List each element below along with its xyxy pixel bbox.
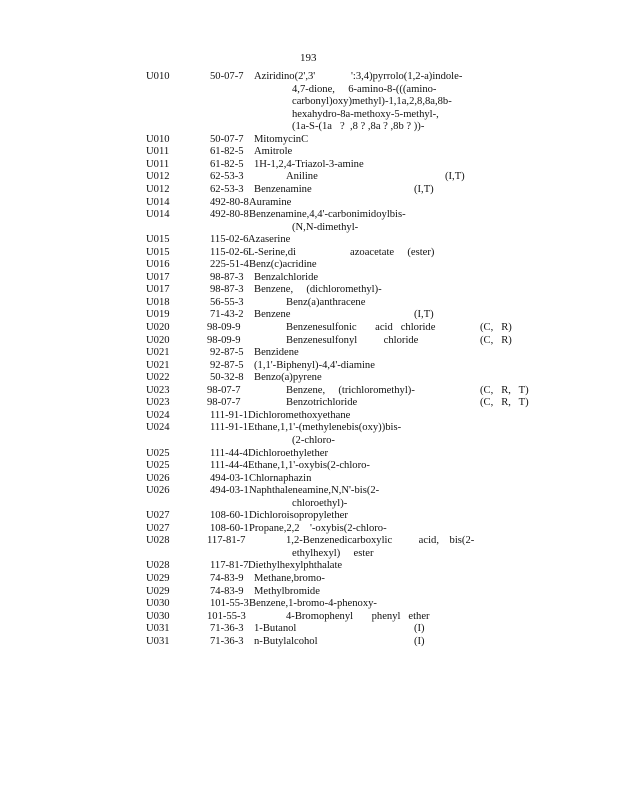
substance-name: 4,7-dione, 6-amino-8-(((amino-: [292, 84, 437, 95]
cas-number: 50-32-8: [210, 372, 244, 383]
hazard-code: (I): [414, 623, 425, 634]
waste-code: U031: [146, 636, 170, 647]
substance-name: Benzotrichloride: [286, 397, 358, 408]
cas-number: 101-55-3: [210, 598, 249, 609]
waste-code: U025: [146, 448, 170, 459]
cas-number: 74-83-9: [210, 573, 244, 584]
cas-number: 61-82-5: [210, 146, 244, 157]
substance-name: Aziridino(2',3': [254, 71, 316, 82]
cas-number: 494-03-1: [210, 473, 249, 484]
substance-name: Dichloroethylether: [248, 448, 329, 459]
waste-code: U030: [146, 598, 170, 609]
hazard-code: (I,T): [445, 171, 465, 182]
substance-name: 1H-1,2,4-Triazol-3-amine: [254, 159, 364, 170]
waste-code: U024: [146, 410, 170, 421]
waste-code: U012: [146, 171, 170, 182]
waste-code: U010: [146, 71, 170, 82]
hazard-code: (I,T): [414, 184, 434, 195]
cas-number: 101-55-3: [207, 611, 246, 622]
waste-code: U017: [146, 284, 170, 295]
cas-number: 492-80-8: [210, 197, 249, 208]
substance-name: Azaserine: [248, 234, 291, 245]
cas-number: 111-44-4: [210, 448, 249, 459]
waste-code: U023: [146, 385, 170, 396]
cas-number: 71-36-3: [210, 623, 244, 634]
waste-code: U029: [146, 586, 170, 597]
substance-name: Methylbromide: [254, 586, 320, 597]
substance-name: ethylhexyl) ester: [292, 548, 374, 559]
substance-name: Benzene, (trichloromethyl)-: [286, 385, 415, 396]
waste-code: U016: [146, 259, 170, 270]
cas-number: 98-87-3: [210, 272, 244, 283]
waste-code: U017: [146, 272, 170, 283]
substance-name: carbonyl)oxy)methyl)-1,1a,2,8,8a,8b-: [292, 96, 452, 107]
substance-name: 1,2-Benzenedicarboxylic acid, bis(2-: [286, 535, 475, 546]
hazard-code: (C, R): [480, 335, 512, 346]
cas-number: 108-60-1: [210, 510, 249, 521]
waste-code: U010: [146, 134, 170, 145]
cas-number: 108-60-1: [210, 523, 249, 534]
substance-name: Benzenamine,4,4'-carbonimidoylbis-: [249, 209, 406, 220]
waste-code: U021: [146, 360, 170, 371]
waste-code: U015: [146, 234, 170, 245]
substance-name: (1a-S-(1a ? ,8 ? ,8a ? ,8b ? ))-: [292, 121, 425, 132]
hazard-code: (C, R): [480, 322, 512, 333]
waste-code: U014: [146, 197, 170, 208]
cas-number: 98-09-9: [207, 322, 241, 333]
substance-name: hexahydro-8a-methoxy-5-methyl-,: [292, 109, 439, 120]
cas-number: 225-51-4: [210, 259, 249, 270]
substance-name: Benzalchloride: [254, 272, 319, 283]
substance-name: Amitrole: [254, 146, 293, 157]
substance-name: Benz(c)acridine: [249, 259, 317, 270]
substance-name: n-Butylalcohol: [254, 636, 318, 647]
cas-number: 92-87-5: [210, 347, 244, 358]
hazard-code: (I,T): [414, 309, 434, 320]
substance-name: Chlornaphazin: [249, 473, 312, 484]
substance-name: chloroethyl)-: [292, 498, 348, 509]
substance-name-cont: azoacetate (ester): [350, 247, 435, 258]
cas-number: 74-83-9: [210, 586, 244, 597]
substance-name: Benzidene: [254, 347, 299, 358]
substance-name: 4-Bromophenyl phenyl ether: [286, 611, 430, 622]
substance-name: Benzene: [254, 309, 291, 320]
waste-code: U020: [146, 335, 170, 346]
cas-number: 494-03-1: [210, 485, 249, 496]
substance-name: Dichloroisopropylether: [249, 510, 348, 521]
waste-code: U026: [146, 485, 170, 496]
substance-name: Diethylhexylphthalate: [248, 560, 343, 571]
cas-number: 50-07-7: [210, 134, 244, 145]
cas-number: 111-91-1: [210, 410, 249, 421]
cas-number: 56-55-3: [210, 297, 244, 308]
cas-number: 492-80-8: [210, 209, 249, 220]
cas-number: 111-91-1: [210, 422, 249, 433]
waste-code: U028: [146, 535, 170, 546]
waste-code: U019: [146, 309, 170, 320]
cas-number: 111-44-4: [210, 460, 249, 471]
hazard-code: (I): [414, 636, 425, 647]
substance-name: Auramine: [249, 197, 292, 208]
waste-code: U020: [146, 322, 170, 333]
substance-name: Methane,bromo-: [254, 573, 325, 584]
hazard-code: (C, R, T): [480, 385, 529, 396]
waste-code: U011: [146, 146, 170, 157]
substance-name: (1,1'-Biphenyl)-4,4'-diamine: [254, 360, 375, 371]
substance-name: Benzene,1-bromo-4-phenoxy-: [249, 598, 377, 609]
substance-name: Propane,2,2: [249, 523, 300, 534]
substance-name: Benzene, (dichloromethyl)-: [254, 284, 382, 295]
cas-number: 62-53-3: [210, 171, 244, 182]
cas-number: 50-07-7: [210, 71, 244, 82]
substance-name-cont: ':3,4)pyrrolo(1,2-a)indole-: [351, 71, 463, 82]
cas-number: 115-02-6: [210, 247, 249, 258]
substance-name: (N,N-dimethyl-: [292, 222, 359, 233]
substance-name: Benzenesulfonic acid chloride: [286, 322, 436, 333]
cas-number: 117-81-7: [210, 560, 249, 571]
waste-code: U012: [146, 184, 170, 195]
waste-code: U014: [146, 209, 170, 220]
waste-code: U018: [146, 297, 170, 308]
waste-code: U027: [146, 510, 170, 521]
cas-number: 115-02-6: [210, 234, 249, 245]
waste-code: U024: [146, 422, 170, 433]
substance-name: Benzenesulfonyl chloride: [286, 335, 419, 346]
substance-name: L-Serine,di: [248, 247, 296, 258]
substance-name: Dichloromethoxyethane: [248, 410, 351, 421]
waste-code: U011: [146, 159, 170, 170]
waste-code: U027: [146, 523, 170, 534]
cas-number: 62-53-3: [210, 184, 244, 195]
cas-number: 61-82-5: [210, 159, 244, 170]
substance-name: Naphthaleneamine,N,N'-bis(2-: [249, 485, 380, 496]
waste-code: U030: [146, 611, 170, 622]
page-number: 193: [300, 52, 317, 64]
substance-name-cont: '-oxybis(2-chloro-: [310, 523, 387, 534]
cas-number: 71-43-2: [210, 309, 244, 320]
substance-name: 1-Butanol: [254, 623, 297, 634]
substance-name: (2-chloro-: [292, 435, 335, 446]
cas-number: 117-81-7: [207, 535, 246, 546]
hazard-code: (C, R, T): [480, 397, 529, 408]
waste-code: U025: [146, 460, 170, 471]
cas-number: 98-87-3: [210, 284, 244, 295]
waste-code: U028: [146, 560, 170, 571]
cas-number: 98-07-7: [207, 397, 241, 408]
substance-name: Benzenamine: [254, 184, 312, 195]
cas-number: 98-07-7: [207, 385, 241, 396]
substance-name: Benzo(a)pyrene: [254, 372, 322, 383]
waste-code: U022: [146, 372, 170, 383]
waste-code: U029: [146, 573, 170, 584]
cas-number: 92-87-5: [210, 360, 244, 371]
cas-number: 71-36-3: [210, 636, 244, 647]
substance-name: Ethane,1,1'-oxybis(2-chloro-: [248, 460, 370, 471]
substance-name: Aniline: [286, 171, 318, 182]
waste-code: U021: [146, 347, 170, 358]
waste-code: U015: [146, 247, 170, 258]
waste-code: U023: [146, 397, 170, 408]
substance-name: Ethane,1,1'-(methylenebis(oxy))bis-: [248, 422, 402, 433]
cas-number: 98-09-9: [207, 335, 241, 346]
substance-name: MitomycinC: [254, 134, 309, 145]
waste-code: U031: [146, 623, 170, 634]
waste-code: U026: [146, 473, 170, 484]
substance-name: Benz(a)anthracene: [286, 297, 366, 308]
